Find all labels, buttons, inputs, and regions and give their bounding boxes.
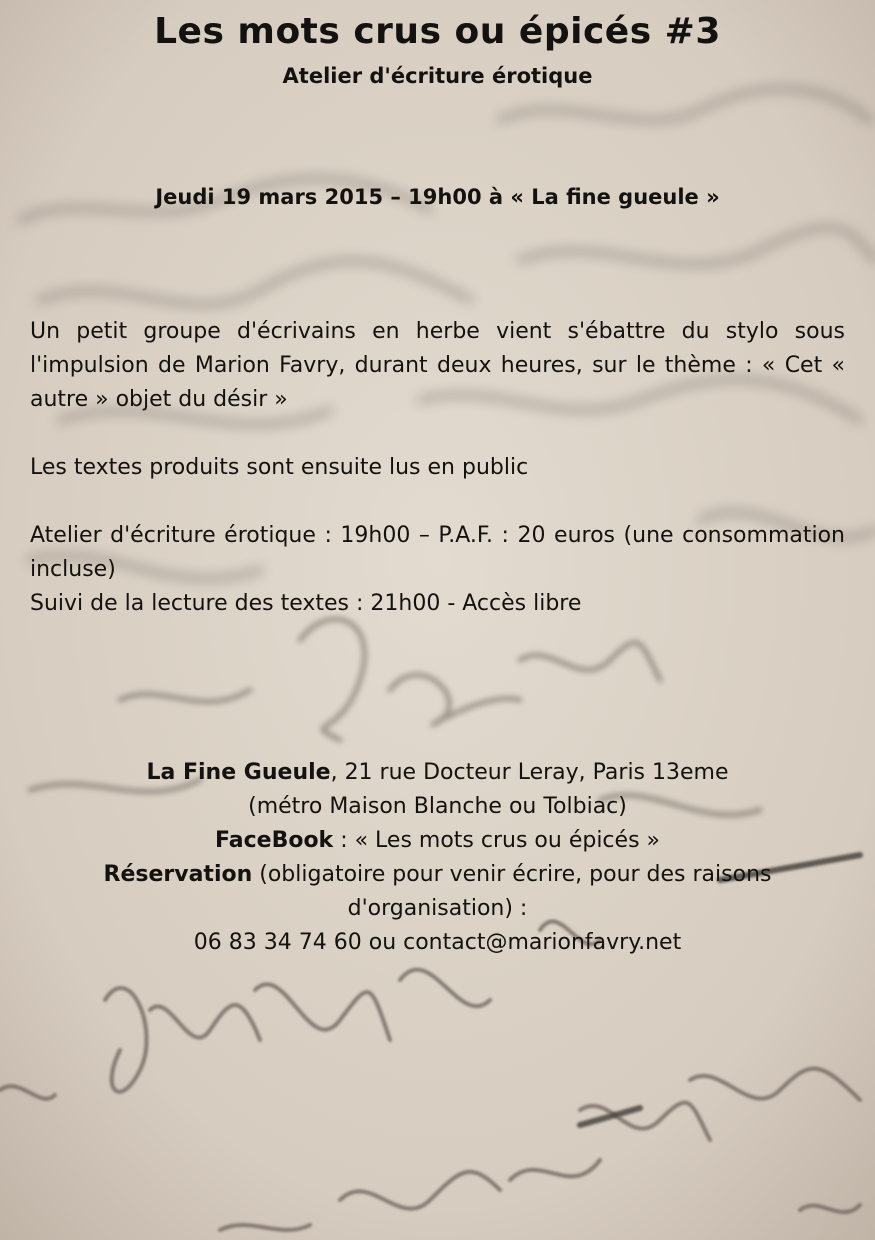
venue-line — [20, 756, 855, 790]
description-text: Un petit groupe d'écrivains en herbe vient s'ébattre du stylo sous l'impulsion de Marion Favry, durant deux heures, sur le thème : « Cet « autre » objet du désir » — [30, 319, 845, 412]
description-paragraph — [30, 315, 845, 417]
workshop-schedule-line: Atelier d'écriture érotique : 19h00 – P.A.F. : 20 euros (une consommation incluse) — [30, 523, 845, 582]
reading-schedule-line: Suivi de la lecture des textes : 21h00 - Accès libre — [30, 591, 582, 616]
public-reading-text: Les textes produits sont ensuite lus en public — [30, 455, 529, 480]
venue-name: La Fine Gueule — [146, 760, 331, 785]
phone-email-line: 06 83 34 74 60 ou contact@marionfavry.net — [193, 930, 682, 955]
metro-line: (métro Maison Blanche ou Tolbiac) — [248, 794, 627, 819]
reservation-line — [20, 858, 855, 926]
page-subtitle: Atelier d'écriture érotique — [282, 64, 593, 88]
page-title: Les mots crus ou épicés #3 — [154, 11, 721, 52]
contact-block — [20, 756, 855, 960]
event-date-line: Jeudi 19 mars 2015 – 19h00 à « La fine gueule » — [155, 185, 720, 209]
reservation-note: (obligatoire pour venir écrire, pour des raisons d'organisation) : — [252, 862, 772, 921]
public-reading-paragraph — [30, 451, 845, 485]
schedule-block — [30, 519, 845, 621]
facebook-label: FaceBook — [215, 828, 334, 853]
facebook-line — [20, 824, 855, 858]
facebook-page-name: : « Les mots crus ou épicés » — [333, 828, 660, 853]
reservation-label: Réservation — [103, 862, 253, 887]
venue-address: , 21 rue Docteur Leray, Paris 13eme — [330, 760, 729, 785]
